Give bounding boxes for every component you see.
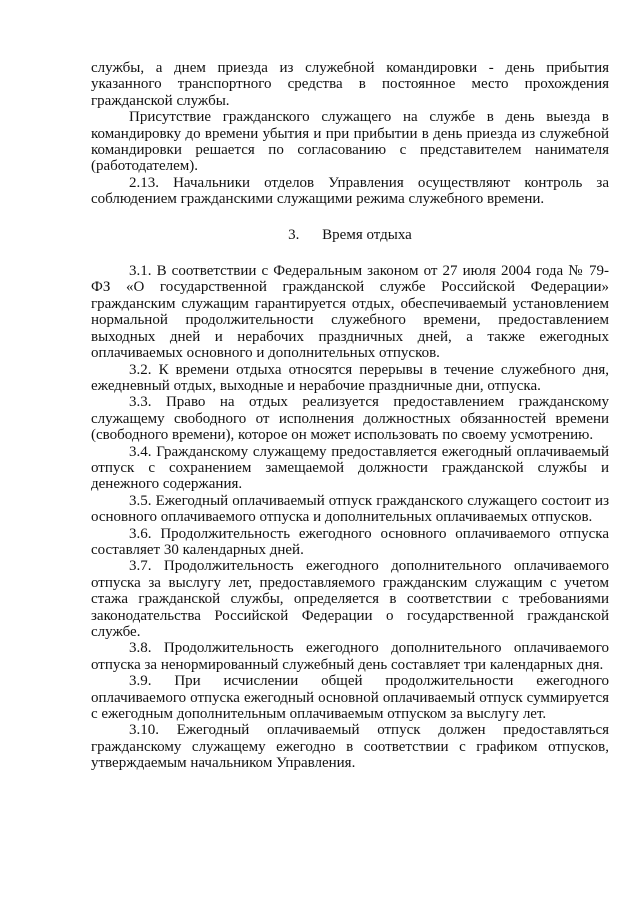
paragraph-continuation: службы, а днем приезда из служебной командировки - день прибытия указанного транспортного средства в постоянное место прохождения гражданской службы. xyxy=(91,60,609,109)
paragraph-attendance: Присутствие гражданского служащего на службе в день выезда в командировку до времени убытия и при прибытии в день приезда из служебной командировки решается по согласованию с представителем нанимателя (работодателем). xyxy=(91,109,609,175)
section-number: 3. xyxy=(288,226,300,243)
paragraph-3-2: 3.2. К времени отдыха относятся перерывы в течение служебного дня, ежедневный отдых, выходные и нерабочие праздничные дни, отпуска. xyxy=(91,361,609,394)
paragraph-3-3: 3.3. Право на отдых реализуется предоставлением гражданскому служащему свободного от исполнения должностных обязанностей времени (свободного времени), которое он может использовать по своему усмотрению. xyxy=(91,394,609,444)
paragraph-3-5: 3.5. Ежегодный оплачиваемый отпуск гражданского служащего состоит из основного оплачиваемого отпуска и дополнительных оплачиваемых отпусков. xyxy=(91,492,609,526)
paragraph-3-8: 3.8. Продолжительность ежегодного дополнительного оплачиваемого отпуска за ненормированный служебный день составляет три календарных дня. xyxy=(91,640,609,673)
paragraph-3-6: 3.6. Продолжительность ежегодного основного оплачиваемого отпуска составляет 30 календарных дней. xyxy=(91,525,609,558)
paragraph-3-7: 3.7. Продолжительность ежегодного дополнительного оплачиваемого отпуска за выслугу лет, предоставляемого гражданским служащим с учетом стажа гражданской службы, определяется в соответствии с требованиями законодательства Российской Федерации о государственной гражданской службе. xyxy=(91,558,609,640)
section-heading xyxy=(91,227,609,243)
section-title: Время отдыха xyxy=(322,226,412,243)
document-body xyxy=(91,60,609,772)
paragraph-3-9: 3.9. При исчислении общей продолжительности ежегодного оплачиваемого отпуска ежегодный основной оплачиваемый отпуск суммируется с ежегодным дополнительным оплачиваемым отпуском за выслугу лет. xyxy=(91,673,609,723)
paragraph-3-10: 3.10. Ежегодный оплачиваемый отпуск должен предоставляться гражданскому служащему ежегодно в соответствии с графиком отпусков, утверждаемым начальником Управления. xyxy=(91,722,609,772)
paragraph-2-13: 2.13. Начальники отделов Управления осуществляют контроль за соблюдением гражданскими служащими режима служебного времени. xyxy=(91,174,609,208)
paragraph-3-4: 3.4. Гражданскому служащему предоставляется ежегодный оплачиваемый отпуск с сохранением замещаемой должности гражданской службы и денежного содержания. xyxy=(91,443,609,493)
paragraph-3-1: 3.1. В соответствии с Федеральным законом от 27 июля 2004 года № 79-ФЗ «О государственной гражданской службе Российской Федерации» гражданским служащим гарантируется отдых, обеспечиваемый установлением нормальной продолжительности служебного времени, предоставлением выходных дней и нерабочих праздничных дней, а также ежегодных оплачиваемых основного и дополнительных отпусков. xyxy=(91,263,609,362)
